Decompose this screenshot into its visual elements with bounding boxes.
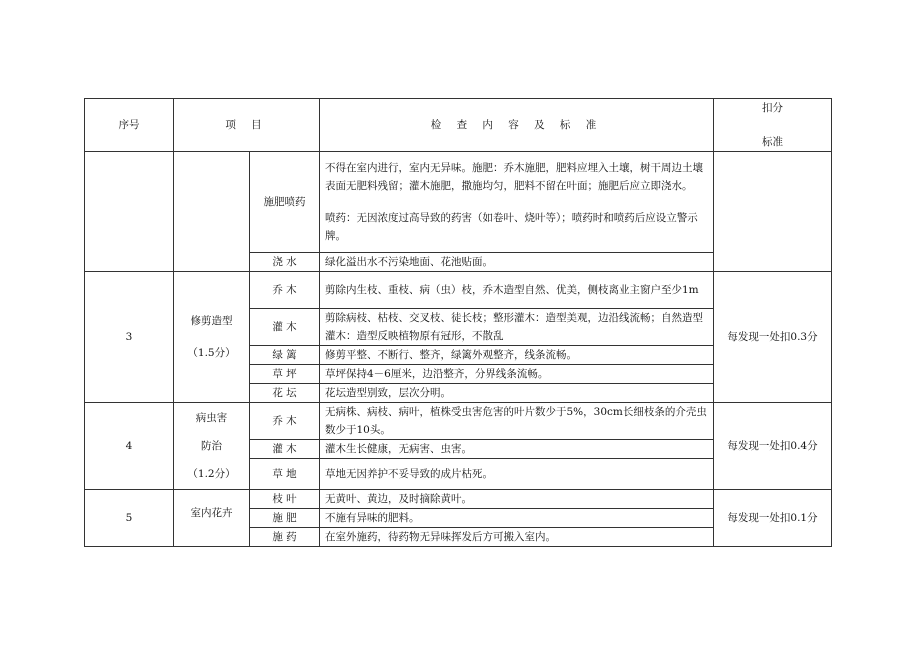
standard-text [320,152,714,253]
standard-text: 在室外施药，待药物无异味挥发后方可搬入室内。 [320,528,714,547]
sub-item: 草 地 [250,459,320,490]
header-seq: 序号 [85,99,174,152]
sub-item: 乔 木 [250,403,320,440]
empty-seq-cell [85,152,174,272]
empty-deduct-cell [714,152,832,272]
standard-text-spray: 喷药：无因浓度过高导致的药害（如卷叶、烧叶等）；喷药时和喷药后应设立警示牌。 [325,212,698,242]
section-number: 5 [85,490,174,547]
deduct-rule: 每发现一处扣0.4分 [714,403,832,490]
standard-text: 剪除内生枝、重枝、病（虫）枝，乔木造型自然、优美，侧枝离业主窗户至少1m [320,272,714,309]
section-number: 4 [85,403,174,490]
table-row [85,403,832,440]
standard-text: 无病株、病枝、病叶，植株受虫害危害的叶片数少于5%，30cm长细枝条的介壳虫数少于10头。 [320,403,714,440]
sub-item: 施肥喷药 [250,152,320,253]
standard-text: 草地无因养护不妥导致的成片枯死。 [320,459,714,490]
sub-item: 绿 篱 [250,346,320,365]
header-deduct-line2: 标准 [762,136,783,148]
header-standard: 检 查 内 容 及 标 准 [320,99,714,152]
sub-item: 灌 木 [250,440,320,459]
table-row [85,490,832,509]
header-deduct-line1: 扣分 [762,102,783,114]
inspection-standard-table [84,98,832,547]
section-score: （1.5分） [187,347,236,359]
sub-item: 乔 木 [250,272,320,309]
sub-item: 施 药 [250,528,320,547]
header-deduct [714,99,832,152]
table-header-row [85,99,832,152]
section-number: 3 [85,272,174,403]
section-name: 室内花卉 [174,490,250,547]
header-item: 项 目 [174,99,320,152]
deduct-rule: 每发现一处扣0.3分 [714,272,832,403]
empty-item-cell [174,152,250,272]
section-name-text: 修剪造型 [190,315,233,327]
standard-text: 不施有异味的肥料。 [320,509,714,528]
standard-text-fertilize: 不得在室内进行，室内无异味。施肥：乔木施肥，肥料应埋入土壤，树干周边土壤表面无肥料残留；灌木施肥，撒施均匀，肥料不留在叶面；施肥后应立即浇水。 [325,162,703,192]
deduct-rule: 每发现一处扣0.1分 [714,490,832,547]
section-name-line2: 防治 [201,440,222,452]
section-name [174,272,250,403]
sub-item: 施 肥 [250,509,320,528]
sub-item: 花 坛 [250,384,320,403]
standard-text: 灌木生长健康，无病害、虫害。 [320,440,714,459]
section-name-line1: 病虫害 [195,412,228,424]
standard-text: 绿化溢出水不污染地面、花池贴面。 [320,253,714,272]
section-score: （1.2分） [187,468,236,480]
sub-item: 灌 木 [250,309,320,346]
standard-text: 无黄叶、黄边，及时摘除黄叶。 [320,490,714,509]
standard-text: 花坛造型别致，层次分明。 [320,384,714,403]
standard-text: 修剪平整、不断行、整齐，绿篱外观整齐，线条流畅。 [320,346,714,365]
standard-text: 草坪保持4－6厘米，边沿整齐，分界线条流畅。 [320,365,714,384]
section-name [174,403,250,490]
sub-item: 草 坪 [250,365,320,384]
sub-item: 枝 叶 [250,490,320,509]
standard-text: 剪除病枝、枯枝、交叉枝、徒长枝；整形灌木：造型美观，边沿线流畅；自然造型灌木：造型反映植物原有冠形，不散乱 [320,309,714,346]
table-row [85,272,832,309]
sub-item: 浇 水 [250,253,320,272]
table-row [85,152,832,253]
